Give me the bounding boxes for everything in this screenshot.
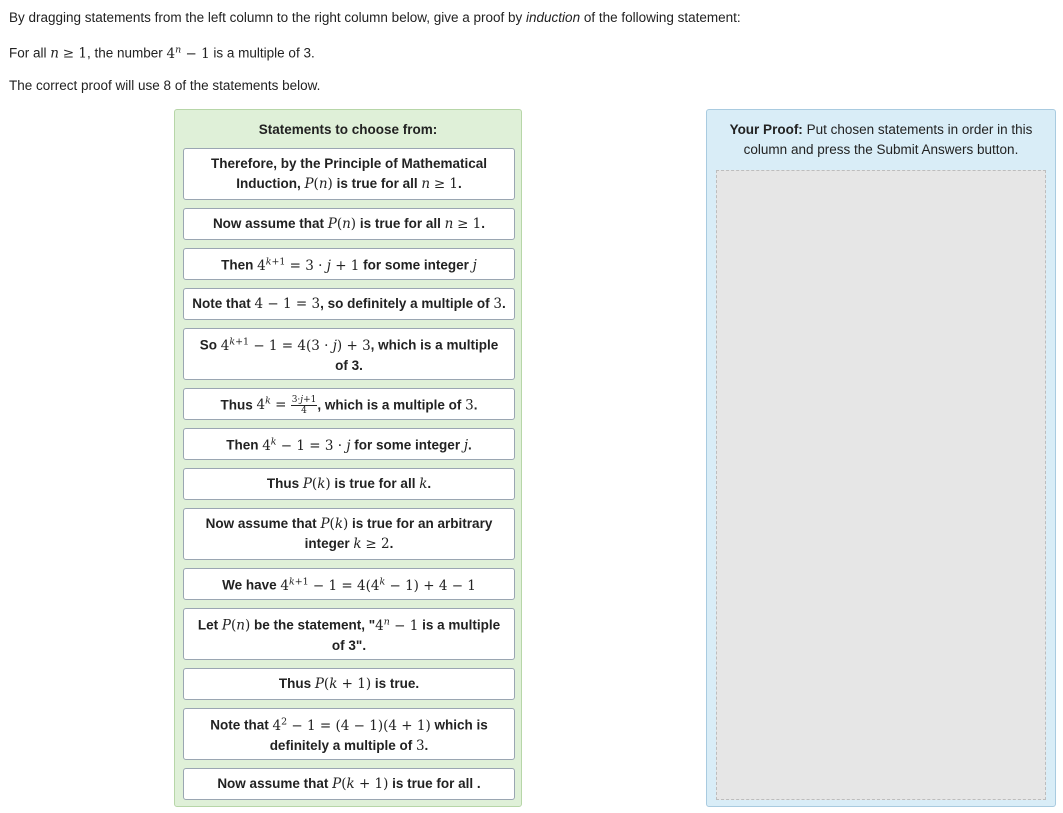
proof-column (706, 109, 1056, 807)
statement-card[interactable]: So $4^{k+1} - 1 = 4(3 \cdot j) + 3$, which is a multiple of 3. (183, 328, 515, 380)
statement-card[interactable]: Then $4^{k+1} = 3 \cdot j + 1$ for some integer j (183, 248, 515, 280)
statement-card[interactable]: Thus $4^k$ = $\frac{3\cdot j+1}{4}$ , which is a multiple of 3. (183, 388, 515, 420)
statement-card[interactable]: Thus P(k) is true for all k. (183, 468, 515, 500)
statement-card[interactable]: Now assume that P(k + 1) is true for all . (183, 768, 515, 800)
statement-card[interactable]: Thus P(k + 1) is true. (183, 668, 515, 700)
statement-card[interactable]: Note that $4^2 - 1 = (4 - 1)(4 + 1)$ which is definitely a multiple of 3. (183, 708, 515, 760)
statement-card[interactable]: Note that 4 − 1 = 3, so definitely a multiple of 3. (183, 288, 515, 320)
statement-card[interactable]: Let P(n) be the statement, "$4^n - 1$ is a multiple of 3". (183, 608, 515, 660)
instruction-line-1: By dragging statements from the left column to the right column below, give a proof by induction of the following statement: (9, 10, 741, 25)
instruction-line-2: For all n ≥ 1, the number $4^n - 1$ is a multiple of 3. (9, 44, 315, 62)
statement-card[interactable]: Now assume that P(n) is true for all n ≥ 1. (183, 208, 515, 240)
statements-bank (174, 109, 522, 807)
statement-card[interactable]: Then $4^k - 1 = 3 \cdot j$ for some integer j. (183, 428, 515, 460)
proof-column-title: Your Proof: Put chosen statements in order in this column and press the Submit Answers button. (729, 122, 1033, 157)
statement-card[interactable]: Now assume that P(k) is true for an arbitrary integer k ≥ 2. (183, 508, 515, 560)
statements-bank-title: Statements to choose from: (258, 122, 438, 137)
proof-dropzone[interactable] (716, 170, 1046, 800)
instruction-line-3: The correct proof will use 8 of the statements below. (9, 78, 321, 93)
statement-card[interactable]: We have $4^{k+1} - 1 = 4(4^k - 1) + 4 - 1$ (183, 568, 515, 600)
statement-card[interactable]: Therefore, by the Principle of Mathematical Induction, P(n) is true for all n ≥ 1. (183, 148, 515, 200)
